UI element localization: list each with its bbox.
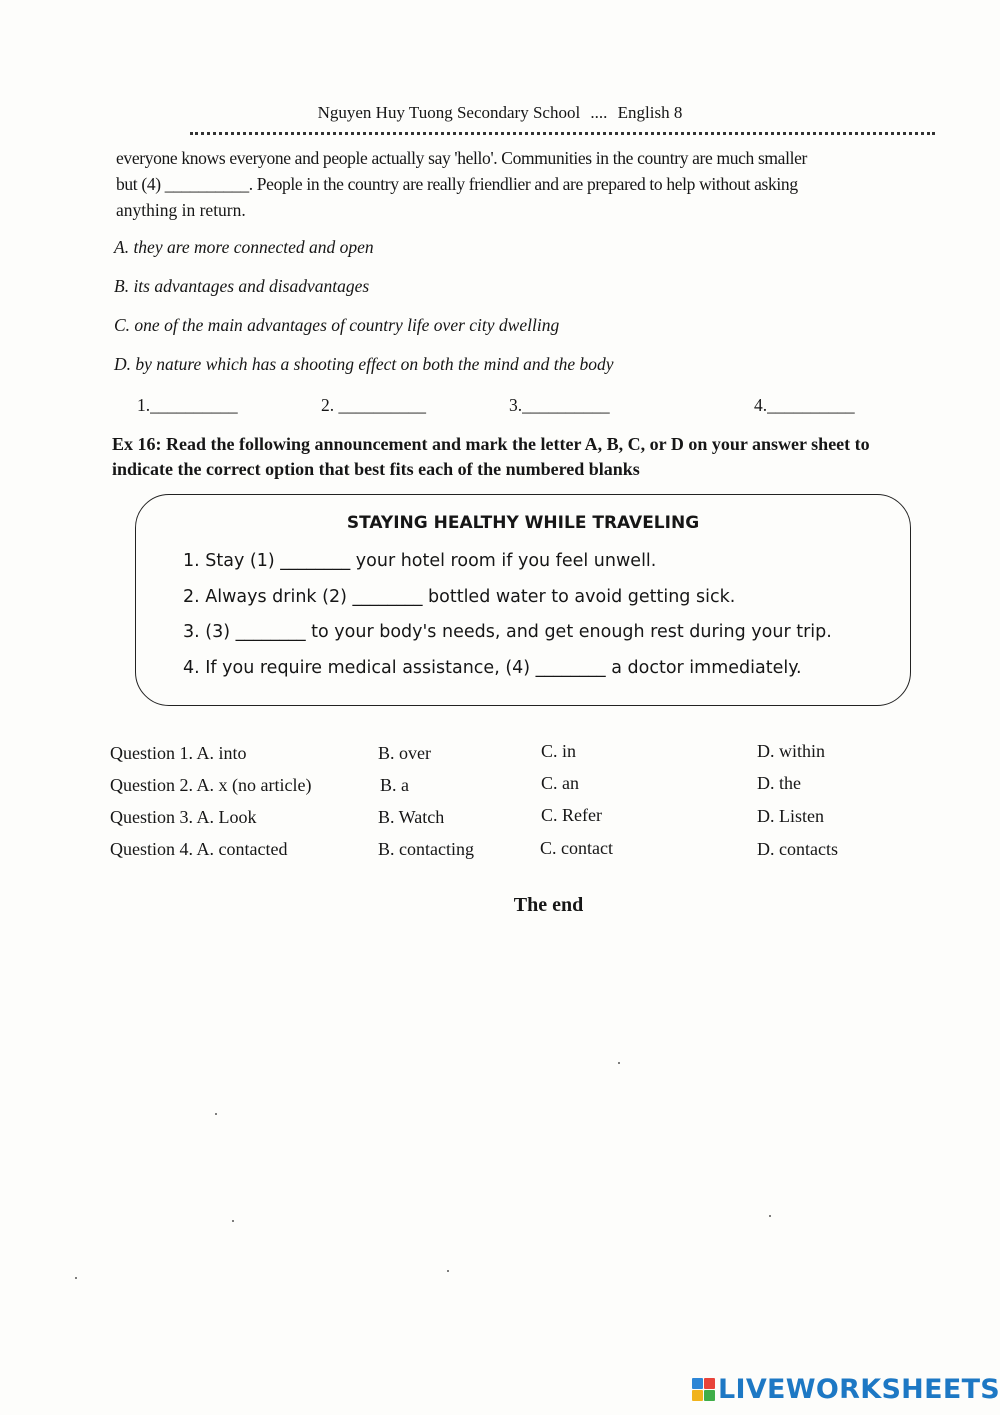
question-2-option-b[interactable]: B. a: [380, 775, 409, 795]
passage-line: but (4) __________. People in the country are really friendlier and are prepared to help without asking: [116, 174, 798, 194]
scan-speck: [232, 1220, 234, 1222]
question-1-option-b[interactable]: B. over: [378, 743, 431, 763]
scan-speck: [75, 1277, 77, 1279]
liveworksheets-logo-text: LIVEWORKSHEETS: [718, 1374, 1000, 1405]
liveworksheets-logo-icon: [692, 1378, 715, 1401]
question-3-option-d[interactable]: D. Listen: [757, 806, 824, 826]
question-2-option-d[interactable]: D. the: [757, 773, 801, 793]
header-separator: ....: [590, 103, 608, 122]
announcement-line-2: 2. Always drink (2) ________ bottled water to avoid getting sick.: [183, 587, 736, 607]
announcement-title: STAYING HEALTHY WHILE TRAVELING: [346, 513, 700, 533]
announcement-line-3: 3. (3) ________ to your body's needs, and get enough rest during your trip.: [183, 622, 832, 642]
option-a: A. they are more connected and open: [114, 237, 374, 257]
the-end: The end: [513, 894, 584, 916]
question-1-option-a[interactable]: Question 1. A. into: [110, 743, 247, 763]
announcement-line-4: 4. If you require medical assistance, (4) ________ a doctor immediately.: [183, 658, 802, 678]
question-4-option-a[interactable]: Question 4. A. contacted: [110, 839, 288, 859]
passage-line: anything in return.: [116, 200, 246, 220]
answer-blank-4[interactable]: 4.__________: [754, 395, 855, 415]
page-header: [0, 103, 1000, 123]
question-1-option-d[interactable]: D. within: [757, 741, 826, 761]
question-4-option-b[interactable]: B. contacting: [378, 839, 474, 859]
question-3-option-b[interactable]: B. Watch: [378, 807, 445, 827]
scan-speck: [769, 1215, 771, 1217]
option-d: D. by nature which has a shooting effect on both the mind and the body: [114, 354, 614, 374]
question-3-option-a[interactable]: Question 3. A. Look: [110, 807, 257, 827]
option-c: C. one of the main advantages of country life over city dwelling: [114, 315, 560, 335]
passage-text: [116, 145, 956, 223]
question-2-option-a[interactable]: Question 2. A. x (no article): [110, 775, 312, 795]
subject-name: English 8: [617, 103, 683, 122]
answer-blank-2[interactable]: 2. __________: [321, 395, 426, 415]
scan-speck: [618, 1062, 620, 1064]
liveworksheets-logo: [692, 1374, 1000, 1405]
answer-blank-1[interactable]: 1.__________: [137, 395, 238, 415]
school-name: Nguyen Huy Tuong Secondary School: [317, 103, 581, 122]
dotted-divider: [190, 124, 935, 135]
scan-speck: [215, 1113, 217, 1115]
option-b: B. its advantages and disadvantages: [114, 276, 370, 296]
question-2-option-c[interactable]: C. an: [541, 773, 579, 793]
exercise-16-instructions: Ex 16: Read the following announcement and mark the letter A, B, C, or D on your answer sheet to indicate the correct option that best fits each of the numbered blanks: [112, 434, 870, 479]
answer-blank-3[interactable]: 3.__________: [509, 395, 610, 415]
question-4-option-d[interactable]: D. contacts: [757, 839, 838, 859]
scan-speck: [447, 1270, 449, 1272]
question-4-option-c[interactable]: C. contact: [540, 838, 613, 858]
answer-blanks-row: [0, 395, 1000, 419]
passage-line: everyone knows everyone and people actually say 'hello'. Communities in the country are much smaller: [116, 148, 808, 168]
announcement-line-1: 1. Stay (1) ________ your hotel room if you feel unwell.: [183, 551, 657, 571]
question-3-option-c[interactable]: C. Refer: [541, 805, 602, 825]
question-1-option-c[interactable]: C. in: [541, 741, 577, 761]
